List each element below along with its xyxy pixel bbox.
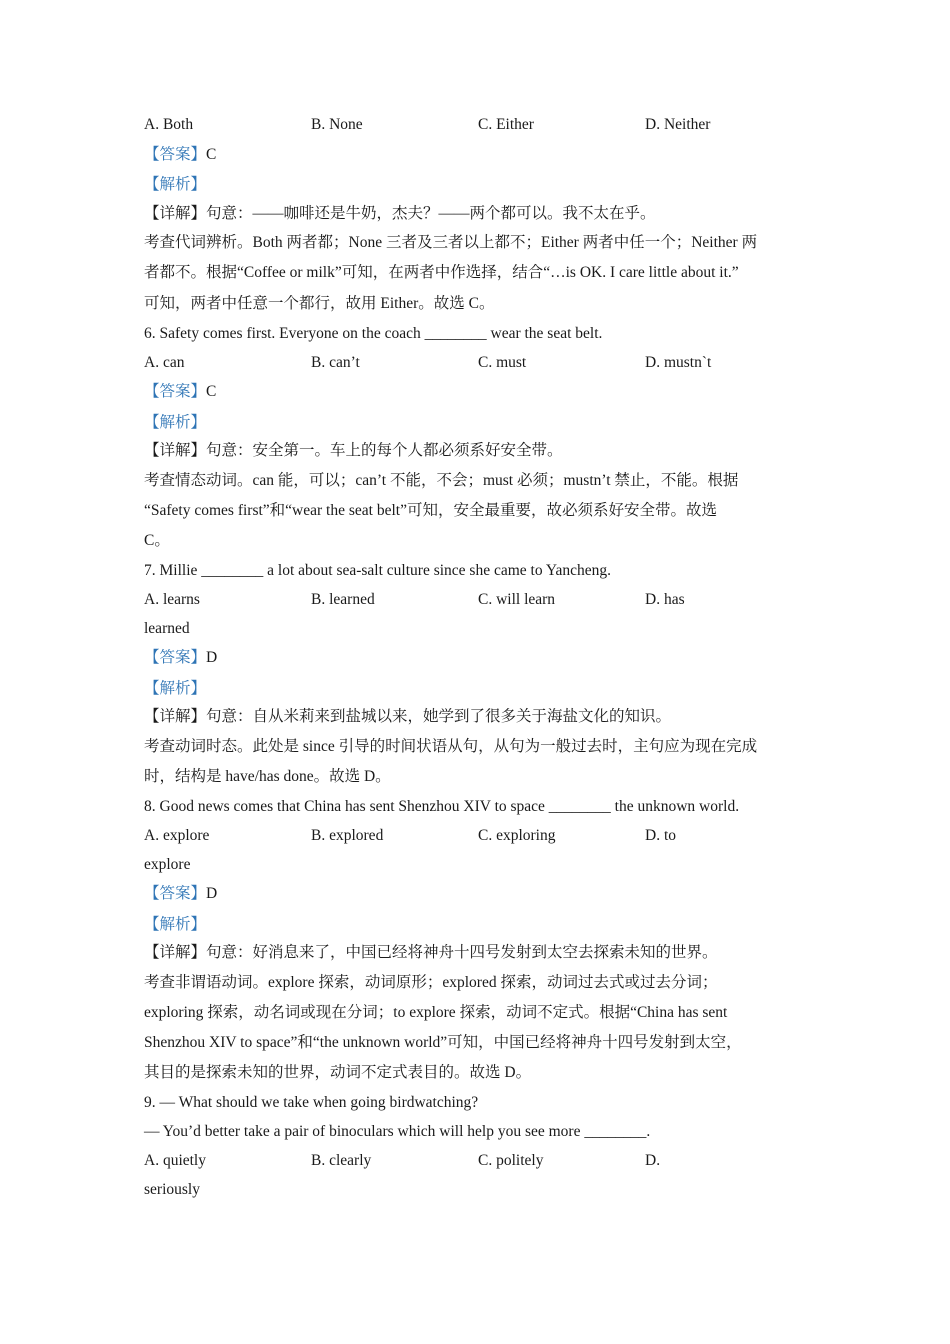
q7-options [144, 590, 812, 610]
q7-analysis-line: 时，结构是 have/has done。故选 D。 [144, 768, 391, 785]
q6-answer: 【答案】C [144, 383, 217, 400]
q7-option-c: C. will learn [478, 591, 556, 608]
q7-option-b: B. learned [311, 591, 375, 608]
q9-options [144, 1151, 812, 1171]
q6-detail: 【详解】句意：安全第一。车上的每个人都必须系好安全带。 [144, 442, 563, 459]
q5-analysis-line: 者都不。根据“Coffee or milk”可知，在两者中作选择，结合“…is OK. I care little about it.” [144, 264, 739, 281]
q5-detail: 【详解】句意：——咖啡还是牛奶，杰夫？——两个都可以。我不太在乎。 [144, 205, 656, 222]
q5-analysis-tag: 【解析】 [144, 176, 207, 193]
q6-analysis-tag: 【解析】 [144, 414, 207, 431]
q8-option-a: A. explore [144, 827, 210, 844]
q6-analysis-line: “Safety comes first”和“wear the seat belt”可知，安全最重要，故必须系好安全带。故选 [144, 502, 717, 519]
q9-stem-reply: — You’d better take a pair of binoculars which will help you see more ________. [144, 1123, 651, 1140]
q6-analysis-line: 考查情态动词。can 能，可以；can’t 不能，不会；must 必须；mustn’t 禁止，不能。根据 [144, 472, 739, 489]
q8-options [144, 826, 812, 846]
q5-answer: 【答案】C [144, 146, 217, 163]
q8-stem: 8. Good news comes that China has sent Shenzhou XIV to space ________ the unknown world. [144, 798, 740, 815]
q8-analysis-line: Shenzhou XIV to space”和“the unknown world”可知，中国已经将神舟十四号发射到太空， [144, 1034, 742, 1051]
q6-option-d: D. mustn`t [645, 354, 712, 371]
q5-option-a: A. Both [144, 116, 194, 133]
q8-detail: 【详解】句意：好消息来了，中国已经将神舟十四号发射到太空去探索未知的世界。 [144, 944, 718, 961]
q5-analysis-line: 考查代词辨析。Both 两者都；None 三者及三者以上都不；Either 两者中任一个；Neither 两 [144, 234, 758, 251]
q8-option-d: D. to [645, 827, 676, 844]
q6-analysis-line: C。 [144, 532, 170, 549]
q9-option-d-wrap: seriously [144, 1181, 200, 1198]
q7-analysis-line: 考查动词时态。此处是 since 引导的时间状语从句，从句为一般过去时，主句应为现在完成 [144, 738, 758, 755]
q7-detail: 【详解】句意：自从米莉来到盐城以来，她学到了很多关于海盐文化的知识。 [144, 708, 672, 725]
q7-option-d: D. has [645, 591, 685, 608]
q9-option-a: A. quietly [144, 1152, 206, 1169]
q6-option-c: C. must [478, 354, 527, 371]
q8-analysis-tag: 【解析】 [144, 916, 207, 933]
q8-option-b: B. explored [311, 827, 384, 844]
q7-analysis-tag: 【解析】 [144, 680, 207, 697]
q7-option-a: A. learns [144, 591, 200, 608]
q6-option-a: A. can [144, 354, 185, 371]
q5-analysis-line: 可知，两者中任意一个都行，故用 Either。故选 C。 [144, 295, 495, 312]
q5-option-d: D. Neither [645, 116, 711, 133]
q6-options [144, 353, 812, 373]
q8-analysis-line: exploring 探索，动名词或现在分词；to explore 探索，动词不定式。根据“China has sent [144, 1004, 728, 1021]
q6-stem: 6. Safety comes first. Everyone on the coach ________ wear the seat belt. [144, 325, 603, 342]
q9-stem: 9. — What should we take when going birdwatching? [144, 1094, 479, 1111]
q8-option-c: C. exploring [478, 827, 556, 844]
q5-option-b: B. None [311, 116, 363, 133]
q5-option-c: C. Either [478, 116, 534, 133]
q9-option-c: C. politely [478, 1152, 544, 1169]
q8-analysis-line: 其目的是探索未知的世界，动词不定式表目的。故选 D。 [144, 1064, 532, 1081]
q9-option-d: D. [645, 1152, 661, 1169]
q8-analysis-line: 考查非谓语动词。explore 探索，动词原形；explored 探索，动词过去式或过去分词； [144, 974, 718, 991]
q7-option-d-wrap: learned [144, 620, 190, 637]
q7-stem: 7. Millie ________ a lot about sea-salt culture since she came to Yancheng. [144, 562, 612, 579]
q8-answer: 【答案】D [144, 885, 218, 902]
q6-option-b: B. can’t [311, 354, 360, 371]
q8-option-d-wrap: explore [144, 856, 191, 873]
q5-options [144, 115, 812, 135]
q9-option-b: B. clearly [311, 1152, 372, 1169]
q7-answer: 【答案】D [144, 649, 218, 666]
